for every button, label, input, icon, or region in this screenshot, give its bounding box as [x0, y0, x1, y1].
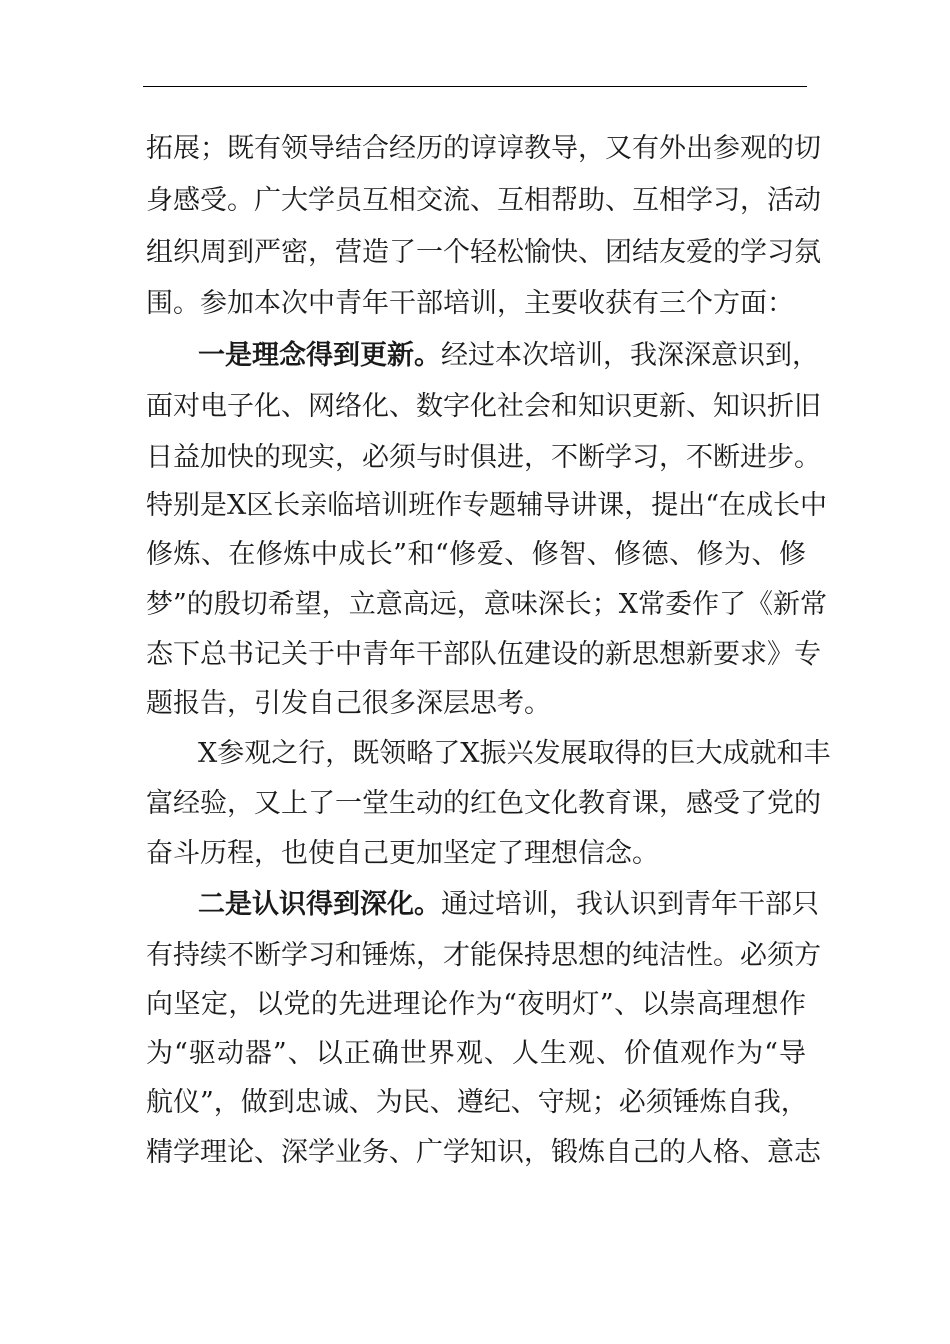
- heading-phrase: 一是理念得到更新。: [198, 340, 441, 371]
- text-line: 精学理论、深学业务、广学知识，锻炼自己的人格、意志: [146, 1137, 821, 1168]
- text-line: 态下总书记关于中青年干部队伍建设的新思想新要求》专: [146, 639, 821, 670]
- text-line: 有持续不断学习和锤炼，才能保持思想的纯洁性。必须方: [146, 940, 821, 971]
- text-line: [198, 339, 819, 373]
- heading-phrase: 二是认识得到深化。: [198, 889, 441, 920]
- text-line: 围。参加本次中青年干部培训，主要收获有三个方面：: [146, 288, 794, 319]
- text-line: 为“驱动器”、以正确世界观、人生观、价值观作为“导: [146, 1038, 806, 1069]
- text-line: 身感受。广大学员互相交流、互相帮助、互相学习，活动: [146, 185, 821, 216]
- text-line: [198, 888, 819, 922]
- text-line: 题报告，引发自己很多深层思考。: [146, 688, 551, 719]
- header-rule: [143, 86, 807, 87]
- text-line: 特别是X区长亲临培训班作专题辅导讲课，提出“在成长中: [146, 490, 828, 521]
- text-line: X参观之行，既领略了X振兴发展取得的巨大成就和丰: [198, 738, 831, 769]
- text-line: 富经验，又上了一堂生动的红色文化教育课，感受了党的: [146, 788, 821, 819]
- text-line: 面对电子化、网络化、数字化社会和知识更新、知识折旧: [146, 391, 821, 422]
- text-span: 通过培训，我认识到青年干部只: [441, 889, 819, 920]
- text-line: 向坚定，以党的先进理论作为“夜明灯”、以崇高理想作: [146, 989, 806, 1020]
- text-line: 拓展；既有领导结合经历的谆谆教导，又有外出参观的切: [146, 133, 821, 164]
- text-line: 组织周到严密，营造了一个轻松愉快、团结友爱的学习氛: [146, 237, 821, 268]
- text-line: 日益加快的现实，必须与时俱进，不断学习，不断进步。: [146, 442, 821, 473]
- text-line: 修炼、在修炼中成长”和“修爱、修智、修德、修为、修: [146, 539, 806, 570]
- text-span: 经过本次培训，我深深意识到，: [441, 340, 819, 371]
- text-line: 奋斗历程，也使自己更加坚定了理想信念。: [146, 838, 659, 869]
- text-line: 梦”的殷切希望，立意高远，意味深长；X常委作了《新常: [146, 589, 828, 620]
- text-line: 航仪”，做到忠诚、为民、遵纪、守规；必须锤炼自我，: [146, 1087, 808, 1118]
